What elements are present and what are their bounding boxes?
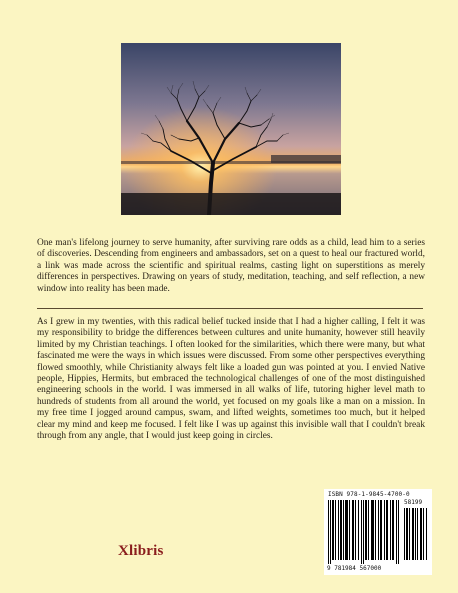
ean-digits: 9 781984 567000	[327, 565, 382, 572]
sunset-tree-photo	[121, 43, 341, 215]
back-cover-blurb: One man's lifelong journey to serve humanity, after surviving rare odds as a child, lead him to a series of discoveries. Descending from engineers and ambassadors, set on a quest to heal our fractured world, a link was made across the scientific and spiritual realms, casting light on superstitions as merely differences in perspectives. Drawing on years of study, meditation, teaching, and self reflection, a new window into reality has been made.	[37, 238, 425, 294]
book-excerpt: As I grew in my twenties, with this radical belief tucked inside that I had a higher calling, I felt it was my responsibility to bridge the differences between cultures and unite humanity, however still heavily limited by my Christian teachings. I often looked for the similarities, which there were many, but what fascinated me were the ways in which issues were discussed. From some other perspectives everything flowed smoothly, while Christianity always felt like a loaded gun was pointed at you. I envied Native people, Hippies, Hermits, but embraced the technological challenges of one of the most distinguished engineering schools in the world. I was immersed in all walks of life, tutoring higher level math to hundreds of students from all around the world, yet focused on my goals like a man on a mission. In my free time I jogged around campus, swam, and lifted weights, sometimes too much, but it helped clear my mind and keep me focused. I felt like I was up against this invisible wall that I couldn't break through from any angle, that I would just keep going in circles.	[37, 317, 425, 442]
ean-barcode-icon	[328, 500, 400, 564]
price-barcode-icon	[404, 508, 428, 560]
isbn-label: ISBN 978-1-9845-4700-0	[328, 491, 410, 498]
section-divider	[37, 308, 423, 309]
cover-photo	[121, 43, 341, 215]
isbn-barcode	[324, 489, 432, 575]
price-code: 58199	[404, 499, 423, 506]
publisher-logo: Xlibris	[118, 543, 164, 559]
